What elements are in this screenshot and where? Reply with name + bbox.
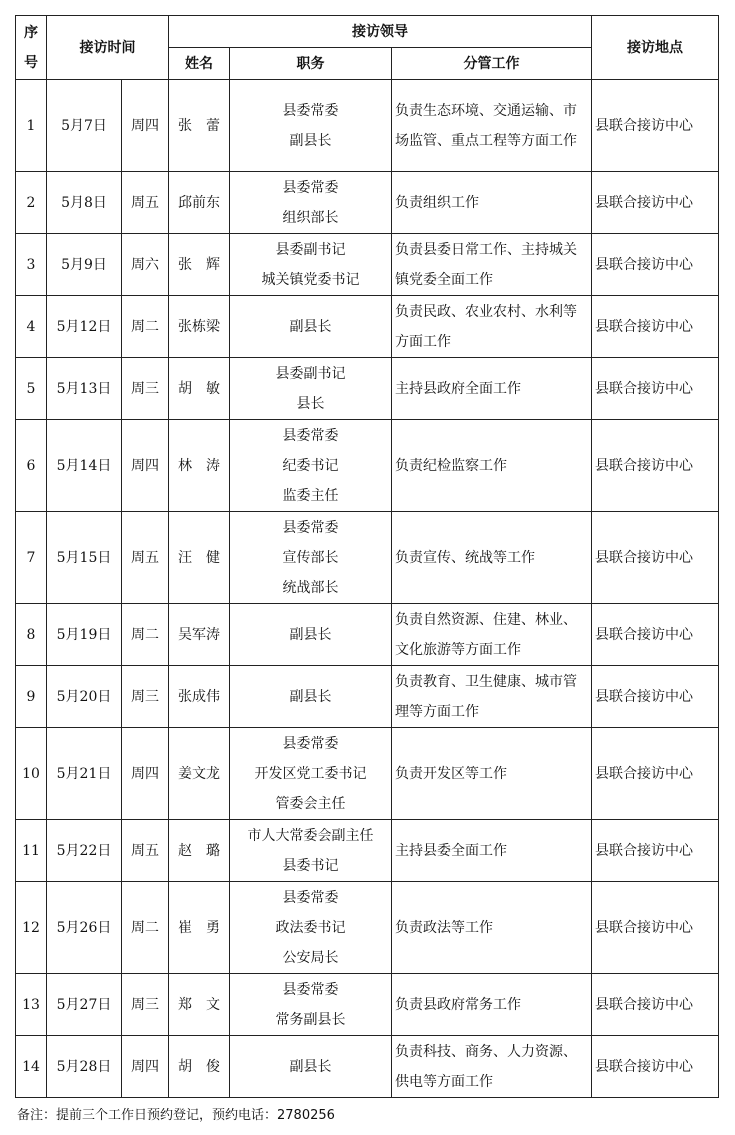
row-number: 11 <box>16 820 47 882</box>
row-date: 5月19日 <box>47 604 122 666</box>
table-row <box>16 974 719 1036</box>
row-name: 张栋梁 <box>169 296 230 358</box>
row-weekday: 周三 <box>122 666 169 728</box>
row-place: 县联合接访中心 <box>592 420 719 512</box>
row-duty: 负责纪检监察工作 <box>392 420 592 512</box>
schedule-table <box>15 15 719 1098</box>
row-number: 9 <box>16 666 47 728</box>
row-number: 10 <box>16 728 47 820</box>
row-position <box>230 1036 392 1098</box>
row-name: 吴军涛 <box>169 604 230 666</box>
row-name: 胡 俊 <box>169 1036 230 1098</box>
row-duty: 负责生态环境、交通运输、市场监管、重点工程等方面工作 <box>392 80 592 172</box>
row-number: 1 <box>16 80 47 172</box>
row-position <box>230 80 392 172</box>
table-row <box>16 172 719 234</box>
position-line: 县委常委 <box>282 427 339 444</box>
table-row <box>16 666 719 728</box>
position-line: 常务副县长 <box>275 1011 346 1028</box>
row-name: 张成伟 <box>169 666 230 728</box>
row-name: 邱前东 <box>169 172 230 234</box>
row-number: 14 <box>16 1036 47 1098</box>
row-number: 13 <box>16 974 47 1036</box>
row-position <box>230 296 392 358</box>
row-duty: 负责开发区等工作 <box>392 728 592 820</box>
row-place: 县联合接访中心 <box>592 666 719 728</box>
position-line: 市人大常委会副主任 <box>247 827 374 844</box>
row-position <box>230 974 392 1036</box>
row-name: 郑 文 <box>169 974 230 1036</box>
position-line: 县委常委 <box>282 735 339 752</box>
row-date: 5月14日 <box>47 420 122 512</box>
table-row <box>16 728 719 820</box>
position-line: 副县长 <box>289 318 332 335</box>
position-line: 开发区党工委书记 <box>254 765 367 782</box>
header-leader: 接访领导 <box>169 16 592 48</box>
row-duty: 主持县委全面工作 <box>392 820 592 882</box>
row-place: 县联合接访中心 <box>592 974 719 1036</box>
row-name: 林 涛 <box>169 420 230 512</box>
header-place: 接访地点 <box>592 16 719 80</box>
row-place: 县联合接访中心 <box>592 234 719 296</box>
table-row <box>16 420 719 512</box>
row-weekday: 周五 <box>122 172 169 234</box>
row-date: 5月21日 <box>47 728 122 820</box>
row-date: 5月13日 <box>47 358 122 420</box>
position-line: 副县长 <box>289 688 332 705</box>
row-position <box>230 820 392 882</box>
position-line: 公安局长 <box>282 949 339 966</box>
row-date: 5月9日 <box>47 234 122 296</box>
row-duty: 负责县政府常务工作 <box>392 974 592 1036</box>
header-seq <box>16 16 47 80</box>
row-number: 2 <box>16 172 47 234</box>
row-number: 3 <box>16 234 47 296</box>
row-place: 县联合接访中心 <box>592 80 719 172</box>
row-place: 县联合接访中心 <box>592 604 719 666</box>
position-line: 县长 <box>296 395 325 412</box>
row-place: 县联合接访中心 <box>592 820 719 882</box>
position-line: 城关镇党委书记 <box>261 271 360 288</box>
position-line: 纪委书记 <box>282 457 339 474</box>
position-line: 管委会主任 <box>275 795 346 812</box>
schedule-rows <box>16 80 719 1098</box>
position-line: 监委主任 <box>282 487 339 504</box>
row-number: 5 <box>16 358 47 420</box>
row-duty: 负责县委日常工作、主持城关镇党委全面工作 <box>392 234 592 296</box>
table-row <box>16 296 719 358</box>
header-name: 姓名 <box>169 48 230 80</box>
row-place: 县联合接访中心 <box>592 512 719 604</box>
row-duty: 负责科技、商务、人力资源、供电等方面工作 <box>392 1036 592 1098</box>
position-line: 县委常委 <box>282 519 339 536</box>
table-row <box>16 234 719 296</box>
row-weekday: 周五 <box>122 512 169 604</box>
row-number: 6 <box>16 420 47 512</box>
row-duty: 负责宣传、统战等工作 <box>392 512 592 604</box>
row-date: 5月28日 <box>47 1036 122 1098</box>
row-name: 汪 健 <box>169 512 230 604</box>
position-line: 政法委书记 <box>275 919 346 936</box>
position-line: 副县长 <box>289 132 332 149</box>
row-weekday: 周六 <box>122 234 169 296</box>
row-name: 张 蕾 <box>169 80 230 172</box>
position-line: 副县长 <box>289 626 332 643</box>
row-name: 崔 勇 <box>169 882 230 974</box>
row-duty: 负责自然资源、住建、林业、文化旅游等方面工作 <box>392 604 592 666</box>
row-date: 5月15日 <box>47 512 122 604</box>
position-line: 县委常委 <box>282 179 339 196</box>
row-date: 5月22日 <box>47 820 122 882</box>
row-position <box>230 882 392 974</box>
table-row <box>16 882 719 974</box>
row-position <box>230 512 392 604</box>
row-weekday: 周二 <box>122 882 169 974</box>
row-weekday: 周二 <box>122 604 169 666</box>
row-weekday: 周三 <box>122 974 169 1036</box>
row-date: 5月20日 <box>47 666 122 728</box>
row-place: 县联合接访中心 <box>592 728 719 820</box>
position-line: 宣传部长 <box>282 549 339 566</box>
row-date: 5月12日 <box>47 296 122 358</box>
position-line: 县委书记 <box>282 857 339 874</box>
row-weekday: 周五 <box>122 820 169 882</box>
row-number: 4 <box>16 296 47 358</box>
row-date: 5月7日 <box>47 80 122 172</box>
header-time: 接访时间 <box>47 16 169 80</box>
row-place: 县联合接访中心 <box>592 296 719 358</box>
row-weekday: 周二 <box>122 296 169 358</box>
row-weekday: 周四 <box>122 1036 169 1098</box>
row-weekday: 周四 <box>122 80 169 172</box>
row-name: 张 辉 <box>169 234 230 296</box>
row-number: 12 <box>16 882 47 974</box>
row-number: 7 <box>16 512 47 604</box>
table-row <box>16 1036 719 1098</box>
row-weekday: 周四 <box>122 420 169 512</box>
position-line: 县委常委 <box>282 102 339 119</box>
row-duty: 负责政法等工作 <box>392 882 592 974</box>
table-row <box>16 604 719 666</box>
row-duty: 负责教育、卫生健康、城市管理等方面工作 <box>392 666 592 728</box>
footnote: 备注：提前三个工作日预约登记，预约电话：2780256 <box>17 1108 335 1123</box>
position-line: 县委常委 <box>282 981 339 998</box>
row-place: 县联合接访中心 <box>592 882 719 974</box>
row-duty: 负责组织工作 <box>392 172 592 234</box>
row-position <box>230 728 392 820</box>
row-position <box>230 172 392 234</box>
header-duty: 分管工作 <box>392 48 592 80</box>
row-name: 赵 璐 <box>169 820 230 882</box>
row-date: 5月8日 <box>47 172 122 234</box>
header-seq-line2: 号 <box>24 54 38 71</box>
table-row <box>16 80 719 172</box>
row-name: 姜文龙 <box>169 728 230 820</box>
row-position <box>230 604 392 666</box>
header-position: 职务 <box>230 48 392 80</box>
position-line: 组织部长 <box>282 209 339 226</box>
row-place: 县联合接访中心 <box>592 1036 719 1098</box>
position-line: 县委副书记 <box>275 241 346 258</box>
row-duty: 负责民政、农业农村、水利等方面工作 <box>392 296 592 358</box>
position-line: 县委常委 <box>282 889 339 906</box>
row-position <box>230 234 392 296</box>
position-line: 副县长 <box>289 1058 332 1075</box>
row-weekday: 周四 <box>122 728 169 820</box>
row-position <box>230 666 392 728</box>
row-position <box>230 420 392 512</box>
position-line: 统战部长 <box>282 579 339 596</box>
table-row <box>16 512 719 604</box>
row-position <box>230 358 392 420</box>
row-date: 5月26日 <box>47 882 122 974</box>
header-seq-line1: 序 <box>24 24 38 41</box>
row-place: 县联合接访中心 <box>592 172 719 234</box>
table-row <box>16 358 719 420</box>
row-date: 5月27日 <box>47 974 122 1036</box>
row-number: 8 <box>16 604 47 666</box>
row-duty: 主持县政府全面工作 <box>392 358 592 420</box>
row-place: 县联合接访中心 <box>592 358 719 420</box>
row-weekday: 周三 <box>122 358 169 420</box>
row-name: 胡 敏 <box>169 358 230 420</box>
position-line: 县委副书记 <box>275 365 346 382</box>
table-row <box>16 820 719 882</box>
